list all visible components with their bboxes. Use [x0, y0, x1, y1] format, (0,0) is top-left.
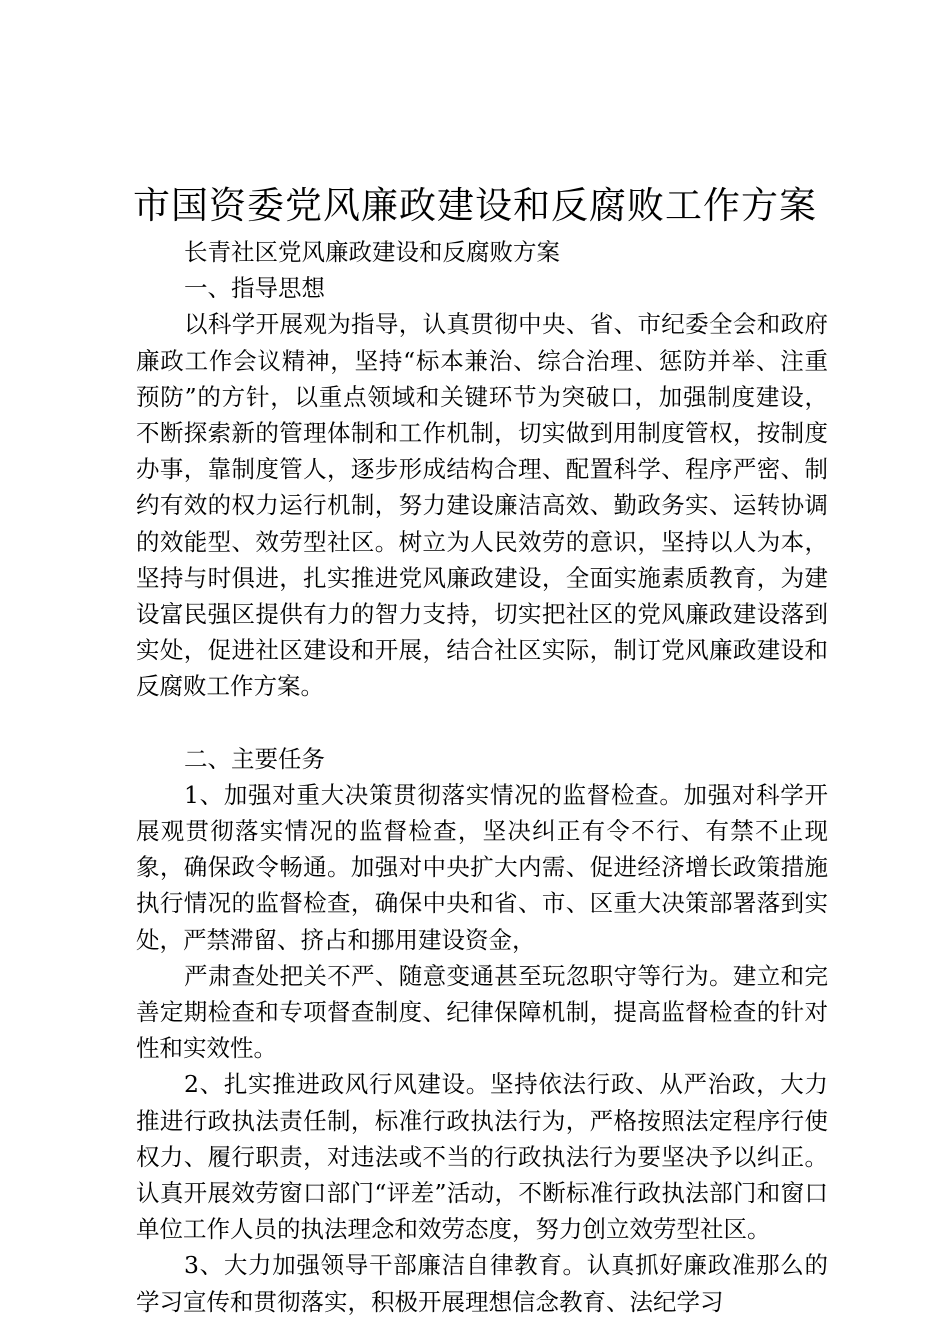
task1-paragraph: 1、加强对重大决策贯彻落实情况的监督检查。加强对科学开展观贯彻落实情况的监督检查，坚决纠正有令不行、有禁不止现象，确保政令畅通。加强对中央扩大内需、促进经济增长政策措施执行情况的监督检查，确保中央和省、市、区重大决策部署落到实处，严禁滞留、挤占和挪用建设资金， [136, 780, 828, 954]
task1-continuation: 严肃查处把关不严、随意变通甚至玩忽职守等行为。建立和完善定期检查和专项督查制度、纪律保障机制，提高监督检查的针对性和实效性。 [136, 961, 828, 1063]
section1-heading: 一、指导思想 [184, 274, 325, 303]
document-title: 市国资委党风廉政建设和反腐败工作方案 [133, 184, 817, 227]
section2-heading: 二、主要任务 [184, 744, 325, 773]
document-body [136, 234, 828, 1320]
paragraph-gap [136, 705, 828, 741]
task3-paragraph: 3、大力加强领导干部廉洁自律教育。认真抓好廉政准那么的学习宣传和贯彻落实，积极开展理想信念教育、法纪学习 [136, 1251, 828, 1316]
task2-paragraph: 2、扎实推进政风行风建设。坚持依法行政、从严治政，大力推进行政执法责任制，标准行政执法行为，严格按照法定程序行使权力、履行职责，对违法或不当的行政执法行为要坚决予以纠正。认真开展效劳窗口部门“评差”活动，不断标准行政执法部门和窗口单位工作人员的执法理念和效劳态度，努力创立效劳型社区。 [136, 1070, 828, 1244]
section1-paragraph: 以科学开展观为指导，认真贯彻中央、省、市纪委全会和政府廉政工作会议精神，坚持“标本兼治、综合治理、惩防并举、注重预防”的方针，以重点领域和关键环节为突破口，加强制度建设，不断探索新的管理体制和工作机制，切实做到用制度管权，按制度办事，靠制度管人，逐步形成结构合理、配置科学、程序严密、制约有效的权力运行机制，努力建设廉洁高效、勤政务实、运转协调的效能型、效劳型社区。树立为人民效劳的意识，坚持以人为本，坚持与时俱进，扎实推进党风廉政建设，全面实施素质教育，为建设富民强区提供有力的智力支持，切实把社区的党风廉政建设落到实处，促进社区建设和开展，结合社区实际，制订党风廉政建设和反腐败工作方案。 [136, 310, 828, 701]
subtitle: 长青社区党风廉政建设和反腐败方案 [184, 238, 560, 266]
